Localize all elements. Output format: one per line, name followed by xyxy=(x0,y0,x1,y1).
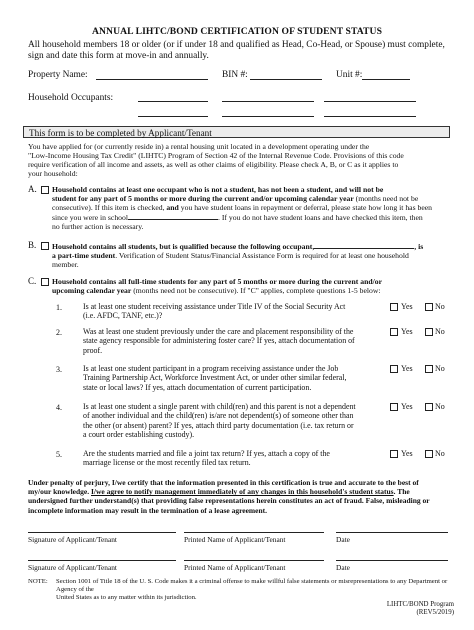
printed-name-line-1[interactable] xyxy=(184,532,324,533)
question-5-number: 5. xyxy=(56,450,62,459)
question-5-text: Are the students married and file a joint tax return? If yes, attach a copy of the marriage license or the most recently filed tax return. xyxy=(83,449,330,468)
unit-label: Unit #: xyxy=(336,70,363,80)
option-a-text: Household contains at least one occupant who is not a student, has not been a student, and will not be student for any part of 5 months or more during the current and/or upcoming calendar year (months need not be consecutive). If this item is checked, and you have student loans in repayment or deferral, please state how long it has been since you were in school . If you do not have student loans and have checked this item, then no further action is necessary. xyxy=(52,185,433,232)
question-4-number: 4. xyxy=(56,403,62,412)
question-4-no-checkbox[interactable] xyxy=(425,403,433,411)
question-1-number: 1. xyxy=(56,303,62,312)
question-2-no-checkbox[interactable] xyxy=(425,328,433,336)
question-5-no-checkbox[interactable] xyxy=(425,450,433,458)
option-c-checkbox[interactable] xyxy=(41,278,49,286)
question-3-yes-checkbox[interactable] xyxy=(390,365,398,373)
option-a-letter: A. xyxy=(28,184,37,194)
occupant-field-6[interactable] xyxy=(324,116,416,117)
option-c-text: Household contains all full-time students for any part of 5 months or more during the current and/or upcoming calendar year (months need not be consecutive). If "C" applies, complete questions 1-5 below: xyxy=(52,277,383,296)
question-5-no-label: No xyxy=(435,449,445,458)
occupant-field-5[interactable] xyxy=(222,116,314,117)
occupant-field-2[interactable] xyxy=(222,101,314,102)
question-1-no-checkbox[interactable] xyxy=(425,303,433,311)
occupant-field-1[interactable] xyxy=(138,101,208,102)
printed-name-label-2: Printed Name of Applicant/Tenant xyxy=(184,563,286,572)
question-3-number: 3. xyxy=(56,365,62,374)
option-c-letter: C. xyxy=(28,276,37,286)
printed-name-line-2[interactable] xyxy=(184,560,324,561)
question-1-no-label: No xyxy=(435,302,445,311)
date-line-1[interactable] xyxy=(336,532,448,533)
question-3-no-checkbox[interactable] xyxy=(425,365,433,373)
signature-line-2[interactable] xyxy=(28,560,176,561)
question-4-no-label: No xyxy=(435,402,445,411)
question-2-text: Was at least one student previously under the care and placement responsibility of the state agency responsible for administering foster care? If yes, attach documentation of proof. xyxy=(83,327,355,355)
signature-line-1[interactable] xyxy=(28,532,176,533)
question-4-yes-checkbox[interactable] xyxy=(390,403,398,411)
question-1-yes-label: Yes xyxy=(401,302,413,311)
form-title: ANNUAL LIHTC/BOND CERTIFICATION OF STUDENT STATUS xyxy=(91,26,383,37)
question-4-yes-label: Yes xyxy=(401,402,413,411)
question-3-yes-label: Yes xyxy=(401,364,413,373)
date-label-1: Date xyxy=(336,535,350,544)
bin-field[interactable] xyxy=(250,79,322,80)
form-intro: All household members 18 or older (or if under 18 and qualified as Head, Co-Head, or Spouse) must complete, sign and date this form at move-in and annually. xyxy=(28,40,445,62)
option-b-text: Household contains all students, but is qualified because the following occupant, , is a part-time student. Verification of Student Status/Financial Assistance Form is required for at least one household member. xyxy=(52,242,424,270)
occupant-field-3[interactable] xyxy=(324,101,416,102)
question-5-yes-checkbox[interactable] xyxy=(390,450,398,458)
property-name-field[interactable] xyxy=(96,79,208,80)
signature-label-1: Signature of Applicant/Tenant xyxy=(28,535,117,544)
occupant-field-4[interactable] xyxy=(138,116,208,117)
question-3-no-label: No xyxy=(435,364,445,373)
school-date-field[interactable] xyxy=(128,212,218,220)
perjury-statement: Under penalty of perjury, I/we certify that the information presented in this certification is true and accurate to the best of my/our knowledge. I/we agree to notify management immediately of any changes in this household's student status. The undersigned further understand(s) that providing false representations herein constitutes an act of fraud. False, misleading or incomplete information may result in the termination of a lease agreement. xyxy=(28,478,430,515)
question-5-yes-label: Yes xyxy=(401,449,413,458)
bin-label: BIN #: xyxy=(222,70,248,80)
program-paragraph: You have applied for (or currently reside in) a rental housing unit located in a development operating under the "Low-Income Housing Tax Credit" (LIHTC) Program of Section 42 of the Internal Revenue Code. Provisions of this code require verification of all income and assets, as well as other claims of eligibility. Please check A, B, or C as it applies to your household: xyxy=(28,142,404,179)
part-time-occupant-field[interactable] xyxy=(314,241,414,249)
question-2-yes-label: Yes xyxy=(401,327,413,336)
option-b-checkbox[interactable] xyxy=(41,242,49,250)
question-2-number: 2. xyxy=(56,328,62,337)
question-2-yes-checkbox[interactable] xyxy=(390,328,398,336)
option-b-letter: B. xyxy=(28,240,37,250)
signature-label-2: Signature of Applicant/Tenant xyxy=(28,563,117,572)
property-name-label: Property Name: xyxy=(28,70,88,80)
date-label-2: Date xyxy=(336,563,350,572)
note-label: NOTE: xyxy=(28,578,48,585)
question-4-text: Is at least one student a single parent with child(ren) and this parent is not a dependent of another individual and the child(ren) is/are not dependent(s) of someone other than the other (or absent) parent? If yes, attach third party documentation (i.e. tax return or a court order establishing custody). xyxy=(83,402,356,440)
printed-name-label-1: Printed Name of Applicant/Tenant xyxy=(184,535,286,544)
unit-field[interactable] xyxy=(362,79,410,80)
question-1-text: Is at least one student receiving assistance under Title IV of the Social Security Act (i.e. AFDC, TANF, etc.)? xyxy=(83,302,346,321)
question-3-text: Is at least one student participant in a program receiving assistance under the Job Training Partnership Act, Workforce Investment Act, or under other similar federal, state or local laws? If yes, attach documentation of current participation. xyxy=(83,364,347,392)
program-revision: LIHTC/BOND Program (REV5/2019) xyxy=(386,601,454,616)
applicant-banner: This form is to be completed by Applicant/Tenant xyxy=(23,126,450,138)
question-2-no-label: No xyxy=(435,327,445,336)
date-line-2[interactable] xyxy=(336,560,448,561)
option-a-checkbox[interactable] xyxy=(41,186,49,194)
household-occupants-label: Household Occupants: xyxy=(28,93,114,103)
note-text: Section 1001 of Title 18 of the U. S. Code makes it a criminal offense to make willful false statements or misrepresentations to any Department or Agency of the United States as to any matter within its jurisdiction. xyxy=(56,578,448,601)
question-1-yes-checkbox[interactable] xyxy=(390,303,398,311)
